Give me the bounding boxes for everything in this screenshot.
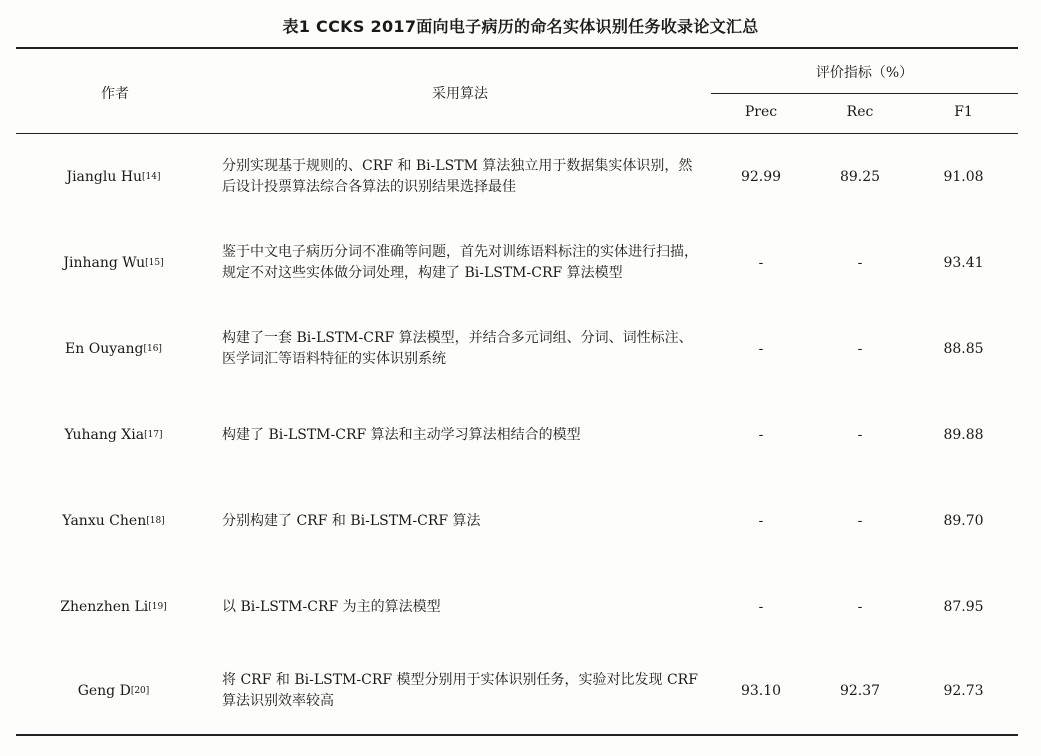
table-row — [16, 306, 1018, 392]
header-f1: F1 — [954, 104, 973, 120]
author-name: Geng D — [77, 683, 131, 699]
table-row — [16, 220, 1018, 306]
prec-cell: - — [758, 513, 764, 529]
algorithm-cell: 分别实现基于规则的、CRF 和 Bi-LSTM 算法独立用于数据集实体识别，然后设计投票算法综合各算法的识别结果选择最佳 — [222, 158, 693, 195]
algorithm-cell: 将 CRF 和 Bi-LSTM-CRF 模型分别用于实体识别任务，实验对比发现 CRF 算法识别效率较高 — [222, 672, 698, 709]
algorithm-cell: 以 Bi-LSTM-CRF 为主的算法模型 — [222, 598, 441, 615]
prec-cell: - — [758, 255, 764, 271]
author-cell: Zhenzhen Li [19] — [60, 599, 167, 615]
author-cell: En Ouyang [16] — [65, 341, 162, 357]
f1-cell: 91.08 — [943, 169, 984, 185]
prec-cell: - — [758, 341, 764, 357]
table-row — [16, 648, 1018, 734]
f1-cell: 89.70 — [943, 513, 984, 529]
prec-cell: 92.99 — [740, 169, 782, 185]
f1-cell: 87.95 — [943, 599, 984, 615]
f1-cell: 92.73 — [943, 683, 984, 699]
header-algorithm: 采用算法 — [432, 86, 488, 102]
table-row — [16, 134, 1018, 220]
author-name: Jianglu Hu — [66, 169, 143, 185]
f1-cell: 88.85 — [943, 341, 984, 357]
author-cell: Yanxu Chen [18] — [62, 513, 165, 529]
table-row — [16, 478, 1018, 564]
author-cell: Jinhang Wu [15] — [63, 255, 164, 271]
top-rule — [16, 47, 1018, 49]
algorithm-cell: 分别构建了 CRF 和 Bi-LSTM-CRF 算法 — [222, 512, 481, 529]
prec-cell: 93.10 — [740, 683, 782, 699]
header-author: 作者 — [101, 86, 129, 102]
table-row — [16, 564, 1018, 650]
author-cell: Geng D [20] — [77, 683, 150, 699]
header-rec: Rec — [846, 104, 874, 120]
algorithm-cell: 构建了 Bi-LSTM-CRF 算法和主动学习算法相结合的模型 — [222, 426, 581, 443]
table-caption: 表1 CCKS 2017面向电子病历的命名实体识别任务收录论文汇总 — [282, 17, 759, 36]
table-row — [16, 392, 1018, 478]
bottom-rule — [16, 734, 1018, 736]
rec-cell: - — [857, 255, 863, 271]
rec-cell: - — [857, 513, 863, 529]
header-prec: Prec — [744, 104, 778, 120]
rec-cell: 92.37 — [839, 683, 881, 699]
f1-cell: 93.41 — [943, 255, 984, 271]
prec-cell: - — [758, 427, 764, 443]
rec-cell: - — [857, 427, 863, 443]
algorithm-cell: 鉴于中文电子病历分词不准确等问题，首先对训练语料标注的实体进行扫描，规定不对这些实体做分词处理，构建了 Bi-LSTM-CRF 算法模型 — [222, 244, 698, 281]
prec-cell: - — [758, 599, 764, 615]
author-name: En Ouyang — [65, 341, 144, 357]
rec-cell: - — [857, 341, 863, 357]
author-cell: Yuhang Xia [17] — [64, 427, 163, 443]
author-name: Yuhang Xia — [64, 427, 145, 443]
rec-cell: - — [857, 599, 863, 615]
rec-cell: 89.25 — [839, 169, 881, 185]
header-sub-rule — [711, 93, 1018, 94]
f1-cell: 89.88 — [943, 427, 984, 443]
header-evaluation: 评价指标（%） — [815, 65, 914, 81]
author-cell: Jianglu Hu [14] — [66, 169, 161, 185]
author-name: Jinhang Wu — [63, 255, 146, 271]
algorithm-cell: 构建了一套 Bi-LSTM-CRF 算法模型，并结合多元词组、分词、词性标注、医学词汇等语料特征的实体识别系统 — [222, 330, 693, 367]
author-name: Zhenzhen Li — [60, 599, 149, 615]
author-name: Yanxu Chen — [62, 513, 147, 529]
